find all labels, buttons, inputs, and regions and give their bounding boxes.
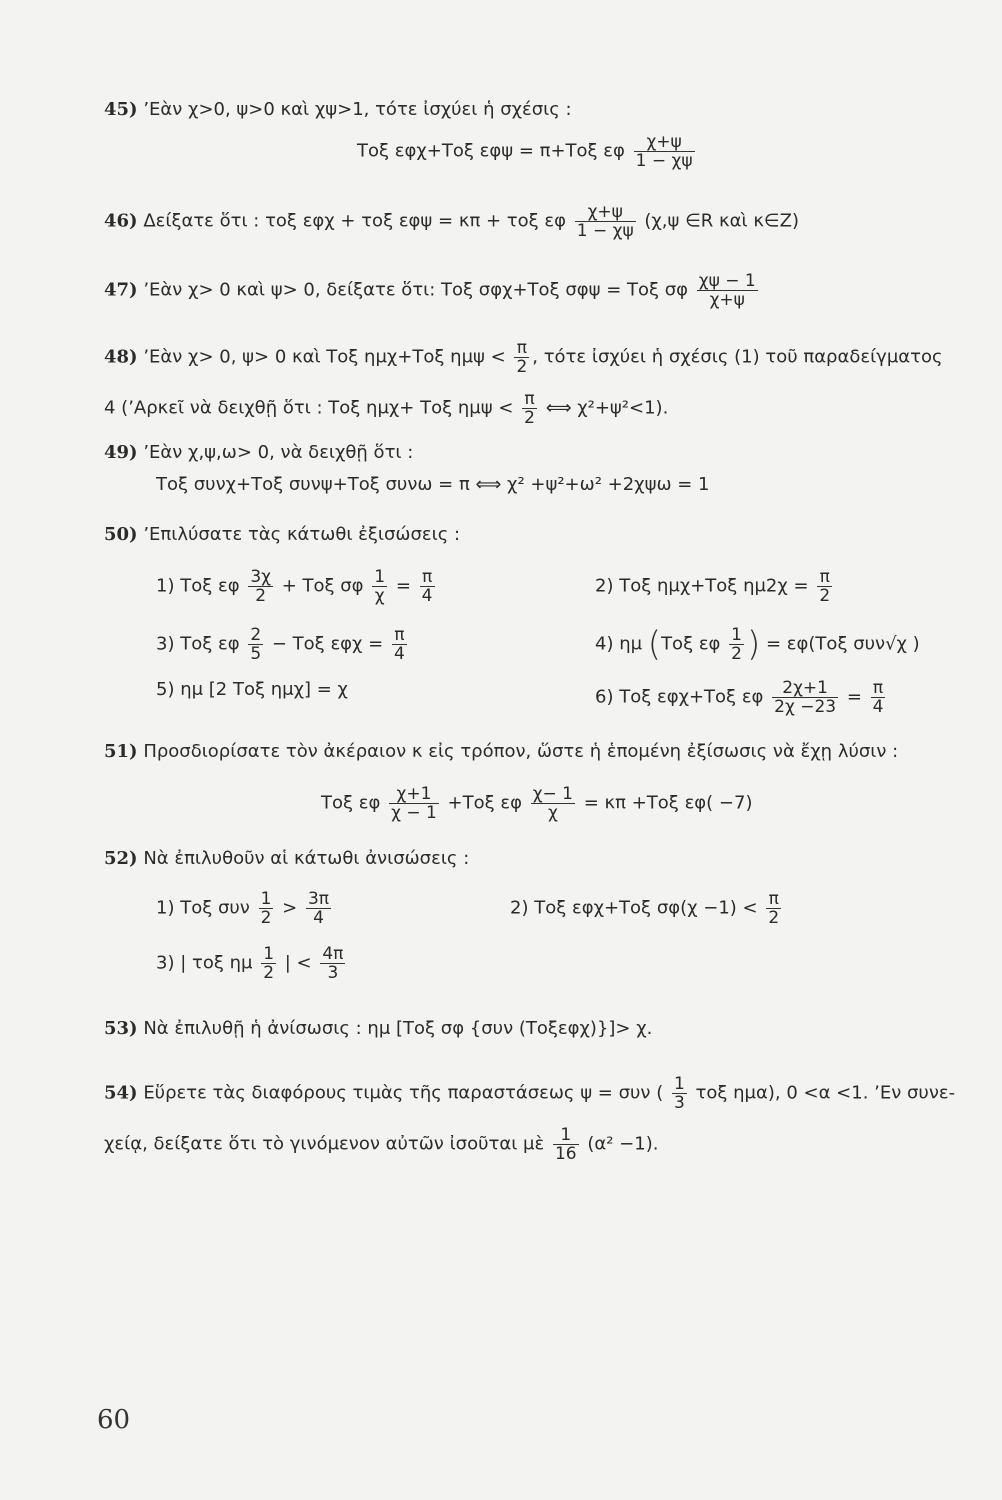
numerator: 2 bbox=[250, 625, 262, 645]
denominator: 4 bbox=[421, 586, 433, 606]
equation-50-1 bbox=[156, 568, 438, 605]
problem-48-line bbox=[104, 339, 943, 376]
fraction bbox=[306, 890, 331, 927]
numerator: π bbox=[394, 625, 405, 645]
problem-text-tail: , τότε ἰσχύει ἡ σχέσις (1) τοῦ παραδείγματος bbox=[532, 346, 943, 368]
fraction bbox=[871, 679, 886, 716]
equation-text: = εφ(Τοξ συν√χ ) bbox=[766, 633, 920, 655]
problem-number: 49) bbox=[104, 442, 138, 463]
equation-text: − Τοξ εφχ = bbox=[271, 633, 384, 655]
fraction bbox=[522, 390, 537, 427]
problem-number: 54) bbox=[104, 1082, 138, 1104]
numerator: π bbox=[819, 567, 830, 587]
problem-text-tail: (χ,ψ ∈R καὶ κ∈Z) bbox=[644, 210, 799, 232]
problem-number: 53) bbox=[104, 1018, 138, 1039]
equation-text: 3) | τοξ ημ bbox=[156, 952, 253, 974]
numerator: π bbox=[524, 389, 535, 409]
problem-number: 46) bbox=[104, 210, 138, 232]
numerator: χψ − 1 bbox=[698, 271, 756, 291]
denominator: χ − 1 bbox=[391, 803, 437, 823]
right-paren: ) bbox=[747, 624, 761, 665]
problem-text: 4 (’Αρκεῖ νὰ δειχθῇ ὅτι : Τοξ ημχ+ Τοξ ημψ < bbox=[104, 397, 514, 419]
problem-text: ’Εὰν χ,ψ,ω> 0, νὰ δειχθῇ ὅτι : bbox=[143, 442, 414, 463]
problem-text-tail: τοξ ημα), 0 <α <1. ’Εν συνε- bbox=[695, 1082, 956, 1104]
numerator: π bbox=[516, 338, 527, 358]
numerator: χ+1 bbox=[396, 784, 432, 804]
fraction bbox=[389, 785, 439, 822]
numerator: 3π bbox=[307, 889, 330, 909]
equation-text: 3) Τοξ εφ bbox=[156, 633, 240, 655]
denominator: χ bbox=[531, 803, 575, 822]
equation-text: 6) Τοξ εφχ+Τοξ εφ bbox=[595, 686, 764, 708]
fraction bbox=[672, 1075, 687, 1112]
equation-50-5 bbox=[156, 679, 348, 701]
problem-54-line bbox=[104, 1075, 955, 1112]
fraction bbox=[514, 339, 529, 376]
problem-text: Εὕρετε τὰς διαφόρους τιμὰς τῆς παραστάσεως ψ = συν ( bbox=[143, 1082, 664, 1104]
denominator: χ bbox=[372, 586, 387, 605]
fraction bbox=[392, 626, 407, 663]
problem-text: ’Εὰν χ> 0 καὶ ψ> 0, δείξατε ὅτι: Τοξ σφχ+Τοξ σφψ = Τοξ σφ bbox=[143, 279, 689, 301]
equation-text: 1) Τοξ εφ bbox=[156, 575, 240, 597]
problem-52-line bbox=[104, 848, 469, 870]
equation-text: > bbox=[282, 897, 298, 919]
fraction bbox=[372, 568, 387, 605]
fraction bbox=[261, 945, 276, 982]
numerator: 1 bbox=[260, 889, 272, 909]
numerator: 1 bbox=[731, 625, 742, 645]
problem-number: 47) bbox=[104, 279, 138, 301]
denominator: 3 bbox=[320, 963, 345, 982]
denominator: 16 bbox=[554, 1144, 577, 1164]
equation-text: = bbox=[846, 686, 862, 708]
numerator: 1 bbox=[560, 1125, 572, 1145]
numerator: χ+ψ bbox=[587, 202, 623, 222]
equation-text: 5) ημ [2 Τοξ ημχ] = χ bbox=[156, 679, 348, 700]
denominator: 2 bbox=[260, 908, 272, 928]
denominator: 4 bbox=[393, 644, 405, 664]
problem-49-equation bbox=[156, 474, 710, 496]
left-paren: ( bbox=[647, 624, 662, 665]
denominator: 2 bbox=[524, 408, 535, 428]
denominator: 2 bbox=[248, 586, 273, 605]
problem-45-equation bbox=[357, 133, 698, 170]
equation-text: Τοξ εφ bbox=[321, 792, 381, 814]
problem-51-equation bbox=[321, 785, 752, 822]
problem-text: ’Εὰν χ> 0, ψ> 0 καὶ Τοξ ημχ+Τοξ ημψ < bbox=[143, 346, 506, 368]
problem-51-line bbox=[104, 741, 898, 763]
equation-text: Τοξ συνχ+Τοξ συνψ+Τοξ συνω = π ⟺ χ² +ψ²+ω² +2χψω = 1 bbox=[156, 474, 710, 495]
equation-text: 2) Τοξ ημχ+Τοξ ημ2χ = bbox=[595, 575, 809, 597]
fraction bbox=[729, 626, 744, 663]
numerator: 1 bbox=[374, 567, 386, 587]
equation-text: 2) Τοξ εφχ+Τοξ σφ(χ −1) < bbox=[510, 897, 758, 919]
fraction bbox=[259, 890, 274, 927]
denominator: 2 bbox=[516, 357, 528, 377]
equation-text: = bbox=[395, 575, 411, 597]
numerator: χ+ψ bbox=[646, 132, 682, 152]
problem-53-line bbox=[104, 1018, 652, 1040]
problem-text: ’Εὰν χ>0, ψ>0 καὶ χψ>1, τότε ἰσχύει ἡ σχέσις : bbox=[143, 99, 572, 120]
equation-text: Τοξ εφ bbox=[661, 633, 721, 655]
equation-50-6 bbox=[595, 679, 888, 716]
numerator: χ− 1 bbox=[532, 784, 574, 804]
problem-text-tail: ⟺ χ²+ψ²<1). bbox=[545, 397, 669, 419]
equation-text: = κπ +Τοξ εφ( −7) bbox=[583, 792, 753, 814]
fraction bbox=[634, 133, 695, 170]
denominator: 3 bbox=[673, 1093, 685, 1113]
denominator: 1 − χψ bbox=[576, 221, 634, 241]
inequality-52-2 bbox=[510, 890, 784, 927]
inequality-52-3 bbox=[156, 945, 348, 982]
page-number: 60 bbox=[97, 1405, 131, 1435]
denominator: 4 bbox=[872, 697, 884, 717]
fraction bbox=[772, 679, 838, 716]
problem-49-line bbox=[104, 442, 413, 464]
problem-text: Προσδιορίσατε τὸν ἀκέραιον κ εἰς τρόπον, ὥστε ἡ ἑπομένη ἐξίσωσις νὰ ἔχῃ λύσιν : bbox=[143, 741, 899, 762]
denominator: 1 − χψ bbox=[635, 151, 693, 171]
denominator: 2 bbox=[731, 644, 742, 664]
numerator: π bbox=[768, 889, 779, 909]
equation-text: 4) ημ bbox=[595, 633, 643, 655]
denominator: 2 bbox=[819, 586, 831, 606]
problem-text-tail: (α² −1). bbox=[587, 1133, 659, 1155]
problem-text: ’Επιλύσατε τὰς κάτωθι ἐξισώσεις : bbox=[143, 524, 461, 545]
fraction bbox=[531, 785, 575, 822]
equation-text: Τοξ εφχ+Τοξ εφψ = π+Τοξ εφ bbox=[357, 140, 625, 162]
problem-45-line bbox=[104, 99, 572, 121]
equation-50-3 bbox=[156, 626, 410, 663]
equation-50-2 bbox=[595, 568, 835, 605]
problem-number: 50) bbox=[104, 524, 138, 545]
numerator: 2χ+1 bbox=[782, 678, 828, 698]
fraction bbox=[575, 203, 636, 240]
equation-50-4 bbox=[595, 626, 920, 663]
problem-text: Δείξατε ὅτι : τοξ εφχ + τοξ εφψ = κπ + τοξ εφ bbox=[143, 210, 567, 232]
denominator: 4 bbox=[306, 908, 331, 927]
equation-text: + Τοξ σφ bbox=[281, 575, 364, 597]
denominator: 2χ −23 bbox=[774, 697, 837, 717]
equation-text: +Τοξ εφ bbox=[447, 792, 522, 814]
fraction bbox=[817, 568, 832, 605]
numerator: 3χ bbox=[250, 567, 271, 587]
problem-number: 51) bbox=[104, 741, 138, 762]
problem-50-line bbox=[104, 524, 460, 546]
numerator: 1 bbox=[673, 1074, 685, 1094]
fraction bbox=[320, 945, 345, 982]
problem-46-line bbox=[104, 203, 799, 240]
denominator: 2 bbox=[768, 908, 780, 928]
numerator: π bbox=[872, 678, 884, 698]
fraction bbox=[248, 626, 263, 663]
inequality-52-1 bbox=[156, 890, 334, 927]
fraction bbox=[420, 568, 435, 605]
problem-48-line-2 bbox=[104, 390, 668, 427]
fraction bbox=[697, 272, 758, 309]
fraction bbox=[248, 568, 273, 605]
numerator: 4π bbox=[322, 944, 344, 964]
problem-47-line bbox=[104, 272, 761, 309]
fraction bbox=[553, 1126, 579, 1163]
problem-number: 48) bbox=[104, 346, 138, 368]
problem-number: 52) bbox=[104, 848, 138, 869]
equation-text: | < bbox=[284, 952, 312, 974]
numerator: 1 bbox=[263, 944, 275, 964]
problem-text: Νὰ ἐπιλυθῇ ἡ ἀνίσωσις : ημ [Τοξ σφ {συν (Τοξεφχ)}]> χ. bbox=[143, 1018, 653, 1039]
denominator: 2 bbox=[263, 963, 275, 983]
denominator: χ+ψ bbox=[697, 290, 758, 309]
problem-text: Νὰ ἐπιλυθοῦν αἱ κάτωθι ἀνισώσεις : bbox=[143, 848, 470, 869]
denominator: 5 bbox=[250, 644, 262, 664]
problem-text: χείᾳ, δείξατε ὅτι τὸ γινόμενον αὐτῶν ἰσοῦται μὲ bbox=[104, 1133, 545, 1155]
fraction bbox=[766, 890, 781, 927]
problem-number: 45) bbox=[104, 99, 138, 120]
problem-54-line-2 bbox=[104, 1126, 658, 1163]
equation-text: 1) Τοξ συν bbox=[156, 897, 250, 919]
numerator: π bbox=[421, 567, 433, 587]
